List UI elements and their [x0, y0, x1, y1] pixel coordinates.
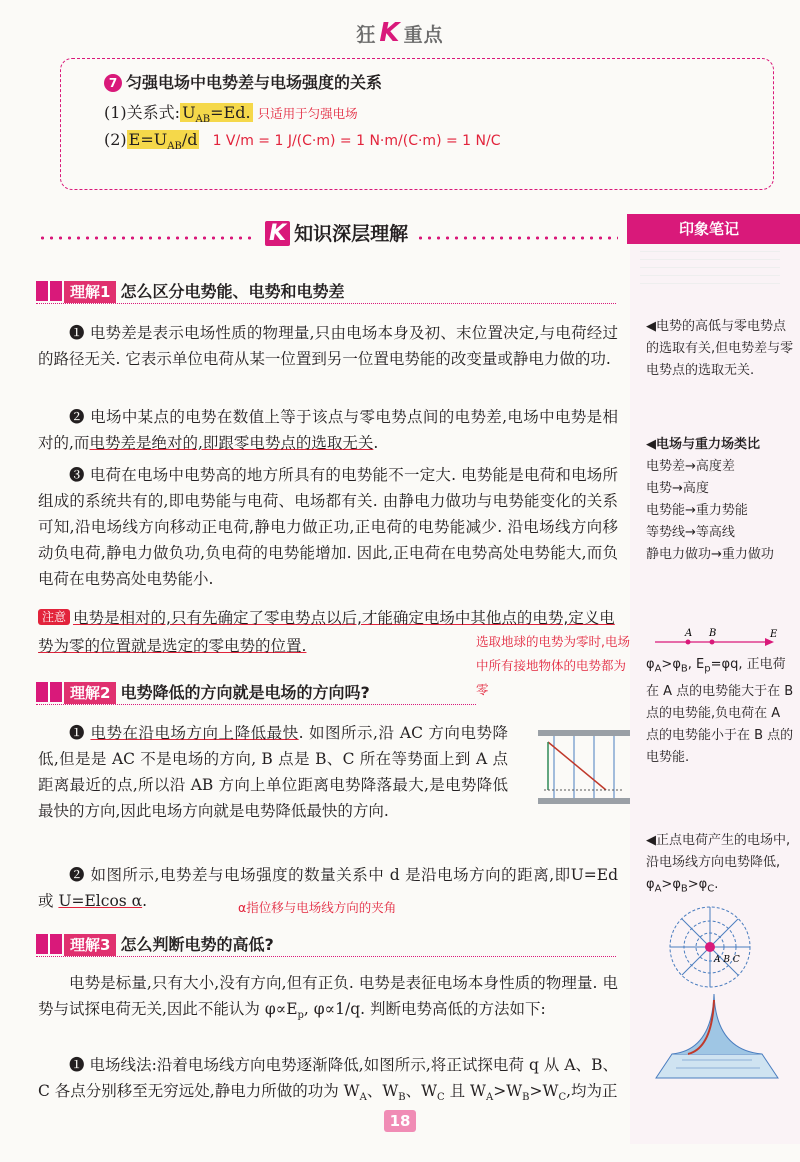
field-e-label: E — [770, 629, 778, 640]
book-icon — [36, 682, 62, 702]
item2-paragraph-1: ❶ 电势在沿电场方向上降低最快. 如图所示,沿 AC 方向电势降低,但是是 AC 不是电场的方向, B 点是 B、C 所在等势面上到 A 点距离最近的点,所以沿 AB 方向上单位距离电势降落最大,是电势降低最快的方向,因此电场方向就是电势降低最快的方向. — [38, 724, 508, 820]
item1-underlined: 电势差是绝对的,即跟零电势点的选取无关 — [89, 434, 374, 452]
formula-1: (1)关系式: $U_{AB}=Ed$. 只适用于匀强电场 — [104, 103, 358, 126]
formula-1-expression: $U_{AB}=Ed$. — [182, 103, 251, 126]
point-a-label: A — [685, 628, 693, 639]
analogy-line: 电势能→重力势能 — [646, 503, 748, 518]
side-note-3: $\varphi_A>\varphi_B$, $E_p=\varphi q$, 正电荷在 A 点的电势能大于在 B 点的电势能,负电荷在 A 点的电势能小于在 B 点的电势能. — [646, 657, 794, 765]
analogy-line: 静电力做功→重力做功 — [646, 547, 774, 562]
item1-heading: 理解1 怎么区分电势能、电势和电势差 — [36, 279, 344, 303]
unit-conversion: 1 V/m = 1 J/(C·m) = 1 N·m/(C·m) = 1 N/C — [212, 133, 501, 149]
box-title: 7 匀强电场中电势差与电场强度的关系 — [104, 70, 382, 93]
analogy-line: 电势差→高度差 — [646, 459, 735, 474]
page-header: 狂 K 重点 — [356, 18, 444, 48]
side-note-2: ◀电场与重力场类比 电势差→高度差 电势→高度 电势能→重力势能 等势线→等高线 静电力做功→重力做功 — [646, 434, 796, 566]
side-note-1: ◀电势的高低与零电势点的选取有关,但电势差与零电势点的选取无关. — [646, 319, 794, 378]
analogy-line: 电势→高度 — [646, 481, 709, 496]
item3-heading: 理解3 怎么判断电势的高低? — [36, 932, 274, 956]
side-note-4: ◀正点电荷产生的电场中,沿电场线方向电势降低, $\varphi_A>\varphi_B>\varphi_C$. — [646, 833, 791, 895]
item2-underlined: 电势在沿电场方向上降低最快 — [90, 724, 299, 742]
uniform-field-diagram — [534, 728, 634, 808]
item2-heading: 理解2 电势降低的方向就是电场的方向吗? — [36, 680, 370, 704]
potential-well-diagram — [652, 990, 782, 1086]
page-number: 18 — [384, 1110, 416, 1132]
item1-paragraph-1: ❶ 电势差是表示电场性质的物理量,只由电场本身及初、末位置决定,与电荷经过的路径无关. 它表示单位电荷从某一位置到另一位置电势能的改变量或静电力做的功. — [38, 324, 618, 368]
item2-hand-note: α指位移与电场线方向的夹角 — [238, 900, 397, 915]
section-title: K 知识深层理解 — [265, 219, 408, 246]
formula-2: (2) $E=U_{AB}/d$ 1 V/m = 1 J/(C·m) = 1 N·m/(C·m) = 1 N/C — [104, 130, 501, 153]
item3-paragraph-2: ❶ 电场线法:沿着电场线方向电势逐渐降低,如图所示,将正试探电荷 q 从 A、B、C 各点分别移至无穷远处,静电力所做的功为 $W_A$、$W_B$、$W_C$ 且 $W_A>W_B>W_C$,均为正 — [38, 1056, 618, 1104]
box-number: 7 — [104, 74, 122, 92]
abc-labels: A B C — [714, 955, 740, 965]
sidebar-header: 印象笔记 — [627, 214, 800, 244]
item2-paragraph-2: ❷ 如图所示,电势差与电场强度的数量关系中 d 是沿电场方向的距离,即U=Ed 或 U=Elcos α. — [38, 866, 618, 910]
book-icon — [36, 281, 62, 301]
point-charge-diagram — [660, 902, 760, 992]
formula-2-expression: $E=U_{AB}/d$ — [128, 130, 198, 153]
k-badge: K — [265, 221, 290, 246]
formula-1-note: 只适用于匀强电场 — [257, 106, 358, 121]
note-tag: 注意 — [38, 609, 70, 625]
item3-paragraph-1: 电势是标量,只有大小,没有方向,但有正负. 电势是表征电场本身性质的物理量. 电势与试探电荷无关,因此不能认为 $\varphi\propto E_p$, φ∝1/q. 判断电势高低的方法如下: — [38, 974, 618, 1022]
point-b-label: B — [709, 628, 717, 639]
item1-paragraph-2: ❷ 电场中某点的电势在数值上等于该点与零电势点间的电势差,电场中电势是相对的,而电势差是绝对的,即跟零电势点的选取无关. — [38, 408, 618, 452]
book-icon — [36, 934, 62, 954]
item1-note: 注意 电势是相对的,只有先确定了零电势点以后,才能确定电场中其他点的电势,定义电势为零的位置就是选定的零电势的位置. — [38, 609, 615, 655]
analogy-line: 等势线→等高线 — [646, 525, 735, 540]
item1-hand-note: 选取地球的电势为零时,电场中所有接地物体的电势都为零 — [476, 634, 630, 697]
k-logo: K — [379, 18, 401, 48]
item1-paragraph-3: ❸ 电荷在电场中电势高的地方所具有的电势能不一定大. 电势能是电荷和电场所组成的系统共有的,即电势能与电荷、电场都有关. 由静电力做功与电势能变化的关系可知,沿电场线方向移动正电荷,静电力做正功,正电荷的电势能减少. 沿电场线方向移动负电荷,静电力做负功,负电荷的电势能增加. 因此,正电荷在电势高处电势能大,而负电荷在电势高处电势能小. — [38, 466, 618, 588]
field-line-diagram — [650, 628, 780, 652]
